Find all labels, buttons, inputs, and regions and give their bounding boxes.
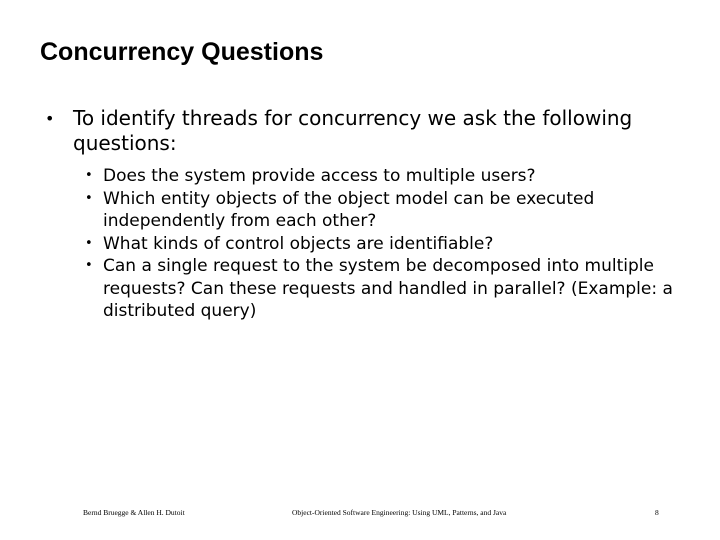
- bullet-icon: •: [85, 258, 93, 273]
- sub-bullet-text: Does the system provide access to multiple users?: [103, 166, 536, 186]
- sub-bullet-text: What kinds of control objects are identifiable?: [103, 233, 494, 254]
- bullet-icon: •: [45, 109, 55, 128]
- footer-page-number: 8: [655, 508, 659, 517]
- sub-bullet-item: [85, 233, 685, 256]
- slide-title: Concurrency Questions: [40, 38, 324, 66]
- sub-bullet-list: [85, 165, 685, 323]
- sub-bullet-item: [85, 188, 685, 233]
- sub-bullet-text: Can a single request to the system be decomposed into multiple requests? Can these requests and handled in parallel? (Example: a distributed query): [103, 256, 673, 321]
- bullet-icon: •: [85, 190, 93, 206]
- sub-bullet-item: [85, 165, 685, 188]
- bullet-icon: •: [85, 235, 93, 251]
- sub-bullet-text: Which entity objects of the object model can be executed independently from each other?: [103, 188, 595, 231]
- main-bullet: [45, 106, 685, 156]
- footer-authors: Bernd Bruegge & Allen H. Dutoit: [83, 508, 185, 517]
- main-bullet-text: To identify threads for concurrency we ask the following questions:: [73, 106, 633, 155]
- sub-bullet-item: [85, 255, 685, 323]
- bullet-icon: •: [85, 168, 93, 183]
- footer-book-title: Object-Oriented Software Engineering: Using UML, Patterns, and Java: [292, 508, 507, 517]
